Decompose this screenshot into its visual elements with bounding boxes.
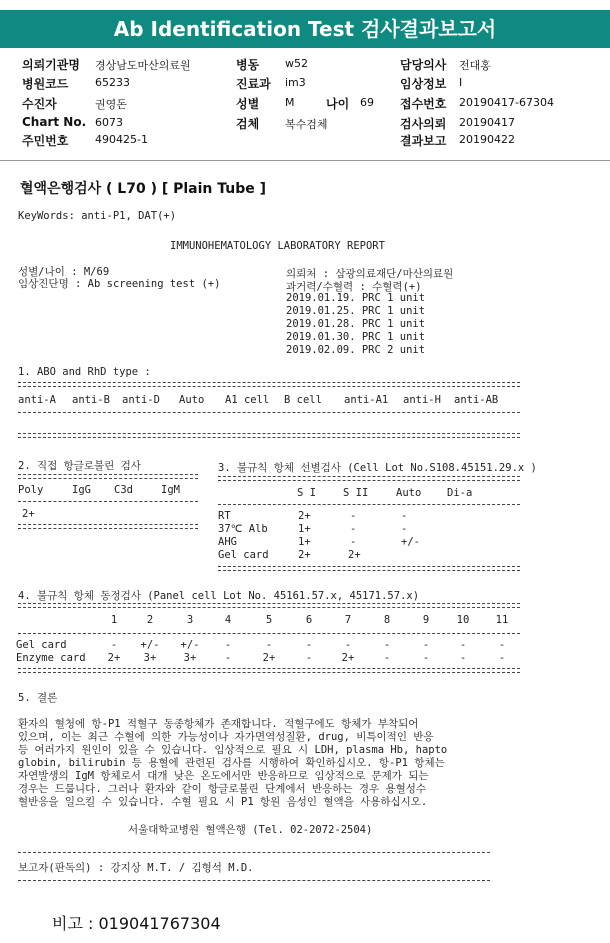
s3-top-rule [218,476,520,481]
s4-enzyme-cell-10: - [459,652,467,664]
s4-col-header-1: 1 [110,614,118,626]
s3-mid-rule [218,504,520,505]
transfusion-5: 2019.02.09. PRC 2 unit [286,344,426,356]
s3-cell: 1+ [298,536,311,548]
conclusion-line: 환자의 혈청에 항-P1 적혈구 동종항체가 존재합니다. 적혈구에도 항체가 부착되어 [18,718,419,730]
s1-h-a1cell: A1 cell [225,394,270,406]
s2-mid-rule [18,501,198,502]
s2-h-poly: Poly [18,484,44,496]
s1-mid-rule [18,412,520,413]
s4-mid-rule [18,633,520,634]
s4-gel-cell-3: +/- [180,639,200,651]
s3-cell: 2+ [298,549,311,561]
footer-note: 비고 : 019041767304 [52,914,221,933]
s3-bottom-rule [218,566,520,571]
hospital-value: 경상남도마산의료원 [95,59,191,72]
s4-enzyme-cell-8: - [383,652,391,664]
keywords: KeyWords: anti-P1, DAT(+) [18,210,177,222]
clinical-label: 임상정보 [400,77,447,91]
s4-col-header-5: 5 [265,614,273,626]
s2-top-rule [18,474,198,479]
s5-title: 5. 결론 [18,692,58,704]
s2-h-c3d: C3d [114,484,133,496]
chart-label: Chart No. [22,115,87,129]
transfusion-2: 2019.01.25. PRC 1 unit [286,305,426,317]
hospital-label: 의뢰기관명 [22,58,80,72]
dept-value: im3 [285,76,306,89]
s3-cell: 1+ [298,523,311,535]
patient-value: 권영돈 [95,98,127,111]
conclusion-line: 자연발생의 IgM 항체로서 대개 낮은 온도에서만 반응하므로 임상적으로 문제가 되는 [18,770,429,782]
s4-enzyme-label: Enzyme card [16,652,86,664]
transfusion-4: 2019.01.30. PRC 1 unit [286,331,426,343]
s3-h-s2: S II [343,487,369,499]
s3-cell: - [401,523,408,535]
patient-label: 수진자 [22,97,57,111]
s3-cell: - [350,523,357,535]
s4-col-header-7: 7 [344,614,352,626]
s4-col-header-9: 9 [422,614,430,626]
s4-gel-cell-7: - [344,639,352,651]
s3-h-s1: S I [297,487,316,499]
s1-h-anti-d: anti-D [122,394,160,406]
age-value: 69 [360,96,374,109]
report-label: 결과보고 [400,134,447,148]
s1-h-bcell: B cell [284,394,322,406]
doctor-label: 담당의사 [400,58,447,72]
s2-poly-value: 2+ [22,508,35,520]
dept-label: 진료과 [236,77,271,91]
s3-cell: - [350,510,357,522]
lab-title: IMMUNOHEMATOLOGY LABORATORY REPORT [170,240,385,252]
s4-gel-cell-9: - [422,639,430,651]
transfusion-1: 2019.01.19. PRC 1 unit [286,292,426,304]
reporter-top-rule [18,852,490,853]
s4-enzyme-cell-9: - [422,652,430,664]
s1-h-auto: Auto [179,394,205,406]
referrer: 의뢰처 : 삼광의료재단/마산의료원 [286,268,454,280]
s4-col-header-6: 6 [305,614,313,626]
clinical-value: I [459,76,463,89]
sex-age: 성별/나이 : M/69 [18,266,110,278]
id-value: 490425-1 [95,133,148,146]
transfusion-3: 2019.01.28. PRC 1 unit [286,318,426,330]
s3-h-dia: Di-a [447,487,473,499]
report-value: 20190422 [459,133,515,146]
sex-value: M [285,96,295,109]
chart-value: 6073 [95,116,123,129]
code-label: 병원코드 [22,77,69,91]
s3-row-label: Gel card [218,549,269,561]
s4-enzyme-cell-7: 2+ [341,652,355,664]
s3-cell: - [350,536,357,548]
s4-enzyme-cell-2: 3+ [143,652,157,664]
s4-enzyme-cell-6: - [305,652,313,664]
reporter-bottom-rule [18,880,490,881]
report-title: 혈액은행검사 ( L70 ) [ Plain Tube ] [20,181,267,197]
s3-h-auto: Auto [396,487,422,499]
s1-h-anti-h: anti-H [403,394,441,406]
s1-h-anti-b: anti-B [72,394,110,406]
s4-enzyme-cell-11: - [498,652,506,664]
diagnosis: 임상진단명 : Ab screening test (+) [18,278,221,290]
s2-h-igg: IgG [72,484,91,496]
s1-h-anti-a1: anti-A1 [344,394,389,406]
sex-label: 성별 [236,97,260,111]
reporter: 보고자(판독의) : 강지상 M.T. / 김형석 M.D. [18,862,254,874]
s4-enzyme-cell-3: 3+ [183,652,197,664]
s4-gel-cell-6: - [305,639,313,651]
conclusion-line: globin, bilirubin 등 용혈에 관련된 검사를 시행하여 확인하십시오. 항-P1 항체는 [18,757,445,769]
s4-gel-cell-4: - [224,639,232,651]
history: 과거력/수혈력 : 수혈력(+) [286,281,422,293]
s4-gel-cell-10: - [459,639,467,651]
s4-col-header-2: 2 [146,614,154,626]
s1-h-anti-a: anti-A [18,394,56,406]
request-label: 검사의뢰 [400,117,447,131]
specimen-label: 검체 [236,117,260,131]
s1-top-rule [18,382,520,387]
s4-col-header-11: 11 [495,614,509,626]
s3-title: 3. 불규칙 항체 선별검사 (Cell Lot No.S108.45151.29.x ) [218,462,537,474]
s3-cell: 2+ [348,549,361,561]
conclusion-line: 등 여러가지 원인이 있을 수 있습니다. 임상적으로 필요 시 LDH, plasma Hb, hapto [18,744,448,756]
s4-gel-cell-11: - [498,639,506,651]
request-value: 20190417 [459,116,515,129]
lab-signature: 서울대학교병원 혈액은행 (Tel. 02-2072-2504) [128,824,373,836]
receipt-value: 20190417-67304 [459,96,554,109]
info-divider [0,160,610,161]
ward-label: 병동 [236,58,260,72]
s3-cell: 2+ [298,510,311,522]
s4-enzyme-cell-1: 2+ [107,652,121,664]
s3-cell: +/- [401,536,420,548]
s4-gel-cell-5: - [265,639,273,651]
code-value: 65233 [95,76,130,89]
s4-gel-cell-2: +/- [140,639,160,651]
s4-bottom-rule [18,668,520,673]
conclusion-line: 경우는 드뭅니다. 그러나 환자와 같이 항글로불린 단계에서 반응하는 경우 용혈성수 [18,783,427,795]
ward-value: w52 [285,57,308,70]
s3-row-label: AHG [218,536,237,548]
id-label: 주민번호 [22,134,69,148]
s4-gel-cell-1: - [110,639,118,651]
s4-title: 4. 불규칙 항체 동정검사 (Panel cell Lot No. 45161.57.x, 45171.57.x) [18,590,420,602]
s4-enzyme-cell-4: - [224,652,232,664]
s2-title: 2. 직접 항글로불린 검사 [18,460,141,472]
doctor-value: 전대홍 [459,59,491,72]
s4-gel-cell-8: - [383,639,391,651]
conclusion-line: 있으며, 이는 최근 수혈에 의한 가능성이나 자가면역성질환, drug, 비특이적인 반응 [18,731,434,743]
s2-bottom-rule [18,524,198,529]
s2-h-igm: IgM [161,484,180,496]
s4-col-header-10: 10 [456,614,470,626]
s1-title: 1. ABO and RhD type : [18,366,151,378]
s1-bottom-rule [18,433,520,438]
s4-col-header-3: 3 [186,614,194,626]
s3-row-label: 37℃ Alb [218,523,268,535]
conclusion-line: 혈반응을 일으킬 수 있습니다. 수혈 필요 시 P1 항원 음성인 혈액을 사용하십시오. [18,796,428,808]
s4-enzyme-cell-5: 2+ [262,652,276,664]
s3-cell: - [401,510,408,522]
s4-top-rule [18,603,520,608]
s3-row-label: RT [218,510,231,522]
s4-gel-label: Gel card [16,639,67,651]
report-header-title: Ab Identification Test 검사결과보고서 [113,17,497,41]
s1-h-anti-ab: anti-AB [454,394,499,406]
s4-col-header-8: 8 [383,614,391,626]
specimen-value: 복수검체 [285,118,328,131]
age-label: 나이 [326,97,350,111]
receipt-label: 접수번호 [400,97,447,111]
s4-col-header-4: 4 [224,614,232,626]
